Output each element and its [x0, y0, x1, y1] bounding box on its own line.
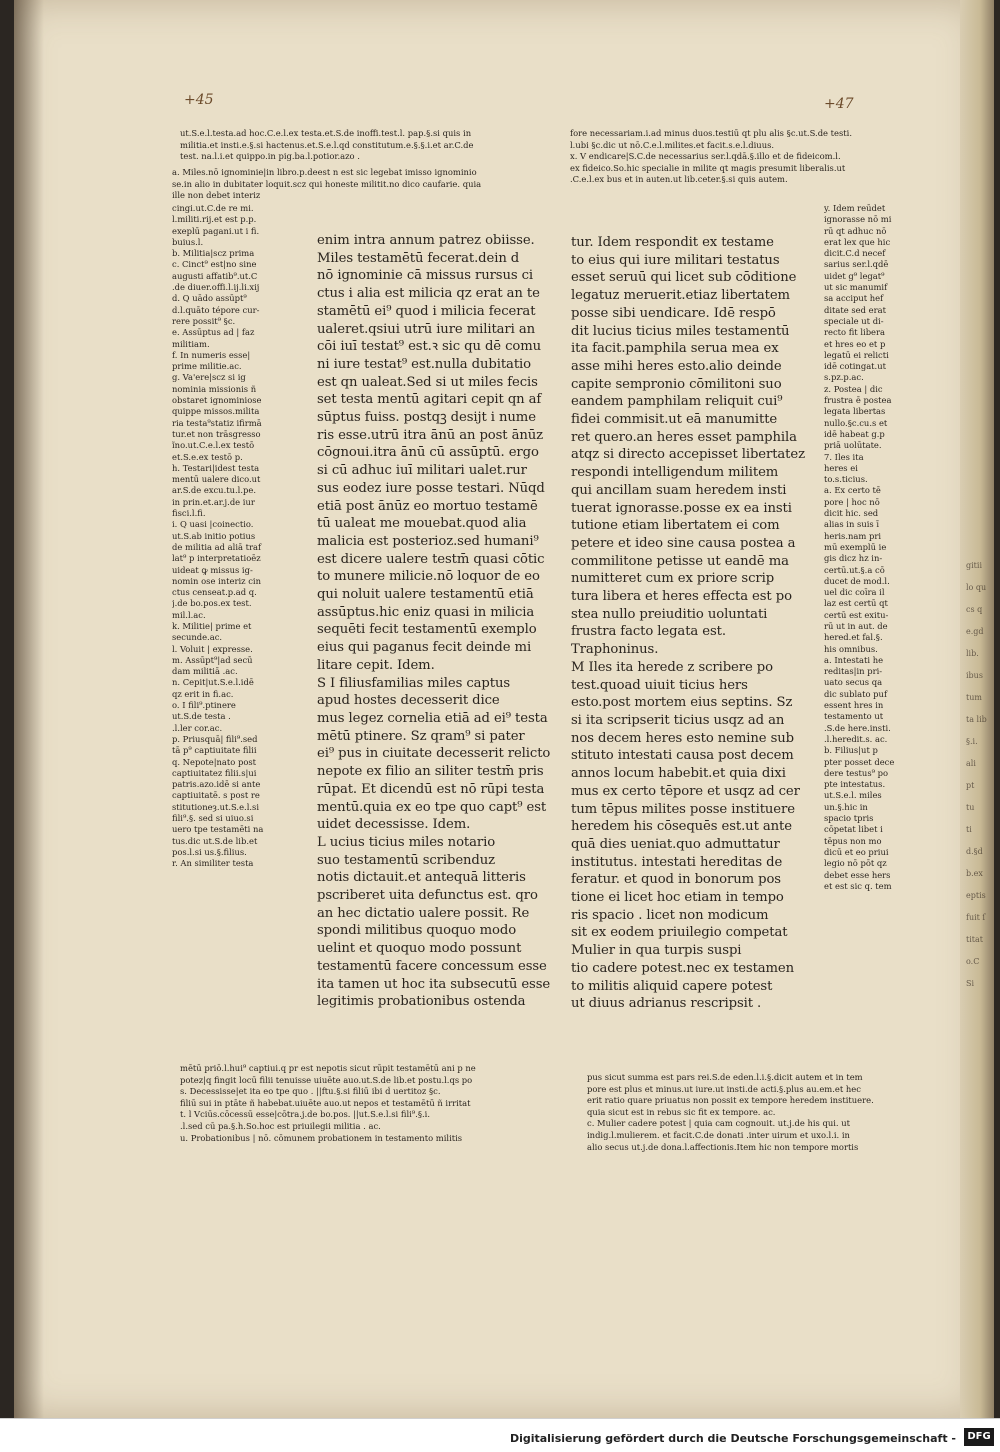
- footer-bar: [0, 1418, 1000, 1452]
- gloss-line: indig.l.mulierem. et facit.C.de donati .inter uirum et uxo.l.i. in: [587, 1129, 850, 1140]
- text-line: uidet decessisse. Idem.: [317, 817, 471, 833]
- gloss-line: tā p⁹ captiuitate filii: [172, 745, 257, 756]
- gloss-line: z. Postea | dic: [824, 383, 883, 394]
- gloss-line: qz erit in fi.ac.: [172, 688, 234, 699]
- text-line: esset seruū qui licet sub cōditione: [571, 270, 797, 286]
- text-line: ita tamen ut hoc ita subsecutū esse: [317, 976, 551, 992]
- gloss-line: to.s.ticius.: [824, 474, 868, 485]
- gloss-line: q. Nepote|nato post: [172, 756, 257, 767]
- text-line: litare cepit. Idem.: [317, 657, 435, 673]
- text-line: capite sempronio cōmilitoni suo: [571, 376, 782, 392]
- text-line: ualeret.qsiui utrū iure militari an: [317, 321, 535, 337]
- gloss-line: .l.heredit.s. ac.: [824, 733, 888, 744]
- gloss-line: fisci.l.fi.: [172, 508, 206, 519]
- text-line: fidei commisit.ut eā manumitte: [571, 412, 778, 428]
- gloss-line: s. Decessisse|et ita eo tpe quo . ||ftu.§.si filiū ibi d̄ uertitoz §c.: [180, 1086, 441, 1097]
- gloss-line: prime militie.ac.: [172, 361, 242, 372]
- gloss-line: nullo.§c.cu.s et: [824, 417, 888, 428]
- text-line: sūptus fuiss. postqꝫ desijt i nume: [317, 410, 536, 426]
- text-line: enim intra annum patrez obiisse.: [317, 233, 535, 248]
- gloss-line: h. Testari|idest testa: [172, 462, 260, 473]
- text-line: notis dictauit.et antequā litteris: [317, 870, 526, 886]
- text-line: quā dies ueniat.quo admuttatur: [571, 836, 780, 852]
- text-line: rūpat. Et dicendū est nō rūpi testa: [317, 781, 545, 797]
- text-line: L ucius ticius miles notario: [317, 834, 496, 850]
- gloss-line: pore est plus et minus.ut iure.ut insti.de acti.§.plus au.em.et hec: [587, 1083, 861, 1094]
- gloss-line: erit ratio quare priuatus non possit ex tempore heredem instituere.: [587, 1095, 874, 1106]
- text-line: respondi intelligendum militem: [571, 465, 779, 481]
- text-line: cōgnoui.itra ānū cū assūptū. ergo: [317, 445, 539, 461]
- text-line: est dicere ualere testm̄ quasi cōtic: [317, 551, 545, 567]
- text-line: Miles testamētū fecerat.dein d: [317, 250, 520, 266]
- text-line: sus eodez iure posse testari. Nūqd: [317, 480, 545, 496]
- text-line: posse sibi uendicare. Idē respō: [571, 305, 776, 321]
- gutter-shadow: [14, 0, 44, 1418]
- text-line: stamētū ei⁹ quod i milicia fecerat: [317, 303, 536, 319]
- gloss-line: speciale ut di-: [824, 315, 884, 326]
- gloss-top-left: [180, 128, 560, 163]
- text-line: test.quoad uiuit ticius hers: [571, 677, 748, 693]
- edge-text-fragment: fuit ſ: [966, 913, 986, 922]
- gloss-line: potez|q fingit locū filii tenuisse uiuēte auo.ut.S.de lib.et postu.l.qs po: [180, 1074, 473, 1085]
- text-line: tura libera et heres effecta est po: [571, 589, 792, 605]
- gloss-line: a. Miles.nō ignominie|in libro.p.deest n est sic legebat imisso ignominio: [172, 167, 477, 177]
- gloss-line: priā uolūtate.: [824, 440, 882, 451]
- gloss-line: cōpetat libet i: [824, 824, 883, 835]
- text-line: mentū.quia ex eo tpe quo capt⁹ est: [317, 799, 547, 815]
- gloss-line: uideat ꝙ missus ig-: [172, 564, 253, 575]
- text-line: malicia est posterioz.sed humani⁹: [317, 533, 539, 549]
- gloss-line: frustra ē postea: [824, 395, 892, 406]
- gloss-line: militiam.: [172, 338, 210, 349]
- gloss-line: et est sic q. tem: [824, 880, 892, 891]
- text-line: to eius qui iure militari testatus: [571, 252, 780, 268]
- text-line: tum tēpus milites posse instituere: [571, 801, 795, 817]
- gloss-line: tur.et non trāsgresso: [172, 428, 261, 439]
- gloss-line: quia sicut est in rebus sic fit ex tempore. ac.: [587, 1106, 776, 1117]
- text-line: atqz si directo accepisset libertatez: [571, 447, 805, 463]
- gloss-line: dicū et eo priui: [824, 846, 889, 857]
- gloss-line: s.pz.p.ac.: [824, 372, 864, 383]
- gloss-line: et.S.e.ex testō p.: [172, 451, 243, 462]
- gloss-line: lat⁹ p interpretatioēz: [172, 553, 261, 564]
- gloss-line: mētū priō.l.hui⁹ captiui.q pr est nepotis sicut rūpit testamētū ani p ne: [180, 1063, 476, 1073]
- gloss-line: ut.S.de testa .: [172, 711, 231, 722]
- gloss-line: uel dic coīra il: [824, 587, 885, 598]
- gloss-line: .l.ler cor.ac.: [172, 722, 223, 733]
- gloss-line: ille non debet interiz: [172, 190, 261, 201]
- edge-text-fragment: gitii: [966, 561, 983, 570]
- gloss-line: c. Mulier cadere potest | quia cam cognouit. ut.j.de his qui. ut: [587, 1118, 850, 1129]
- gloss-line: his omnibus.: [824, 643, 878, 654]
- text-line: ei⁹ pus in ciuitate decesserit relicto: [317, 746, 551, 762]
- folio-number-right: +47: [824, 96, 854, 112]
- edge-text-fragment: d.§d: [966, 847, 983, 856]
- text-line: ut diuus adrianus rescripsit .: [571, 996, 762, 1012]
- gloss-line: exeplū pagani.ut i fi.: [172, 225, 260, 236]
- gloss-line: idē cotingat.ut: [824, 361, 886, 372]
- text-line: numitteret cum ex priore scrip: [571, 571, 775, 587]
- gloss-line: certū.ut.§.a cō: [824, 564, 885, 575]
- text-line: spondi militibus quoquo modo: [317, 923, 517, 939]
- gloss-line: ut.S.e.l.testa.ad hoc.C.e.l.ex testa.et.S.de inoffi.test.l. pap.§.si quis in: [180, 128, 472, 138]
- gloss-line: tēpus non mo: [824, 835, 882, 846]
- text-column-2: [571, 234, 821, 1013]
- gloss-line: testamento ut: [824, 711, 884, 722]
- gloss-line: .l.sed cū pa.§.h.So.hoc est priuilegii militia . ac.: [180, 1120, 381, 1131]
- text-line: stea nullo preiuditio uoluntati: [571, 606, 768, 622]
- gloss-line: rū ut in aut. de: [824, 620, 888, 631]
- gloss-top-right: [570, 128, 940, 186]
- text-line: to munere milicie.nō loquor de eo: [317, 569, 540, 585]
- edge-text-fragment: tu: [966, 803, 975, 812]
- edge-text-fragment: ti: [966, 825, 972, 834]
- text-line: tio cadere potest.nec ex testamen: [571, 960, 795, 976]
- gloss-line: debet esse hers: [824, 869, 891, 880]
- gloss-line: captiuitatē. s post re: [172, 790, 260, 801]
- edge-text-fragment: ta lib: [966, 715, 987, 724]
- text-line: apud hostes decesserit dice: [317, 693, 500, 709]
- text-line: frustra facto legata est.: [571, 624, 726, 640]
- text-line: feratur. et quod in bonorum pos: [571, 872, 781, 888]
- text-line: eandem pamphilam reliquit cui⁹: [571, 394, 783, 410]
- gloss-line: militia.et insti.e.§.si hactenus.et.S.e.l.qd constitutum.e.§.§.i.et ar.C.de: [180, 139, 474, 150]
- gloss-line: erat lex que hic: [824, 236, 891, 247]
- gloss-line: y. Idem reūdet: [824, 203, 886, 213]
- edge-text-fragment: ali: [966, 759, 976, 768]
- gloss-line: alias in suis ī: [824, 519, 880, 530]
- text-line: dit lucius ticius miles testamentū: [571, 323, 790, 339]
- text-line: mus legez cornelia etiā ad ei⁹ testa: [317, 710, 548, 726]
- text-line: si cū adhuc iuī militari ualet.rur: [317, 463, 527, 479]
- text-line: legitimis probationibus ostenda: [317, 994, 526, 1010]
- edge-text-fragment: cs q: [966, 605, 983, 614]
- gloss-right-column: [824, 203, 934, 892]
- gloss-line: pos.l.si us.§.filius.: [172, 846, 247, 857]
- gloss-line: filiū sui in ptāte ñ habebat.uiuēte auo.ut nepos et testamētū ñ irritat: [180, 1097, 471, 1108]
- gloss-line: dic sublato puf: [824, 688, 888, 699]
- text-line: sequēti fecit testamentū exemplo: [317, 622, 537, 638]
- edge-text-fragment: e.gd: [966, 627, 984, 636]
- text-line: S I filiusfamilias miles captus: [317, 675, 510, 691]
- gloss-line: uato secus qa: [824, 677, 883, 688]
- gloss-bottom-right: [587, 1072, 937, 1153]
- edge-text-fragment: lib.: [966, 649, 979, 658]
- text-line: uelint et quoquo modo possunt: [317, 941, 522, 957]
- text-line: mus ex certo tēpore et usqz ad cer: [571, 783, 800, 799]
- gloss-line: ignorasse nō mi: [824, 214, 892, 225]
- gloss-line: cingi.ut.C.de re mi.: [172, 203, 254, 213]
- text-line: petere et ideo sine causa postea a: [571, 535, 796, 551]
- gloss-line: ut.S.ab initio potius: [172, 530, 256, 541]
- text-line: est qn ualeat.Sed si ut miles fecis: [317, 374, 538, 390]
- gloss-line: r. An similiter testa: [172, 858, 254, 869]
- gloss-line: gis dicz hz in-: [824, 553, 883, 564]
- edge-text-fragment: titat: [966, 935, 983, 944]
- gloss-line: spacio tpris: [824, 813, 874, 824]
- gloss-line: legata libertas: [824, 406, 886, 417]
- gloss-line: ducet de mod.l.: [824, 575, 890, 586]
- text-line: tione ei licet hoc etiam in tempo: [571, 890, 784, 906]
- gloss-line: recto fit libera: [824, 327, 886, 338]
- text-line: nō ignominie cā missus rursus ci: [317, 268, 534, 284]
- gloss-line: nomin ose interiz cin: [172, 575, 261, 586]
- gloss-line: pter posset dece: [824, 756, 895, 767]
- text-line: Traphoninus.: [571, 642, 659, 658]
- text-line: suo testamentū scribenduz: [317, 852, 496, 868]
- gloss-line: ar.S.de excu.tu.l.pe.: [172, 485, 256, 496]
- gloss-line: stitutioneȝ.ut.S.e.l.si: [172, 801, 260, 812]
- dfg-logo: DFG: [964, 1428, 994, 1446]
- text-line: ris spacio . licet non modicum: [571, 907, 769, 923]
- gloss-line: x. V endicare|S.C.de necessarius ser.l.qdā.§.illo et de fideicom.l.: [570, 151, 841, 162]
- edge-text-fragment: b.ex: [966, 869, 983, 878]
- gloss-line: essent hres in: [824, 700, 884, 711]
- gloss-line: test. na.l.i.et quippo.in pig.ba.l.potior.azo .: [180, 151, 360, 162]
- gloss-line: dere testus⁹ po: [824, 767, 889, 778]
- gloss-line: hered.et fal.§.: [824, 632, 883, 643]
- text-line: ita facit.pamphila serua mea ex: [571, 341, 779, 357]
- gloss-line: b. Filius|ut p: [824, 745, 878, 756]
- text-line: tutione etiam libertatem ei com: [571, 518, 780, 534]
- gloss-line: sa acciput hef: [824, 293, 884, 304]
- text-line: tuerat ignorasse.posse ex ea insti: [571, 500, 792, 516]
- gloss-line: n. Cepit|ut.S.e.l.idē: [172, 677, 254, 688]
- gloss-line: pus sicut summa est pars rei.S.de eden.l.i.§.dicit autem et in tem: [587, 1072, 863, 1082]
- gloss-line: dam militiā .ac.: [172, 666, 238, 677]
- gloss-line: heres ei: [824, 462, 858, 473]
- text-line: si ita scripserit ticius usqz ad an: [571, 712, 785, 728]
- text-line: to militis aliquid capere potest: [571, 978, 773, 994]
- gloss-line: sarius ser.l.qdē: [824, 259, 889, 270]
- text-line: qui noluit ualere testamentū etiā: [317, 587, 534, 603]
- gloss-line: .C.e.l.ex bus et in auten.ut lib.ceter.§.si quis autem.: [570, 174, 788, 185]
- gloss-line: c. Cinct⁹ est|no sine: [172, 259, 257, 270]
- gloss-line: et hres eo et p: [824, 338, 886, 349]
- gloss-line: laz est certū qt: [824, 598, 888, 609]
- text-line: set testa mentū agitari cepit qn af: [317, 392, 542, 408]
- gloss-line: d. Q uādo assūpt⁹: [172, 293, 247, 304]
- gloss-line: ria testa⁹statiz ifirmā: [172, 417, 262, 428]
- edge-text-fragment: §.i.: [966, 737, 978, 746]
- gloss-line: j.de bo.pos.ex test.: [172, 598, 252, 609]
- gloss-line: dicit hic. sed: [824, 508, 879, 519]
- gloss-top-left-note-a: [172, 167, 552, 202]
- gloss-line: a. Ex certo tē: [824, 485, 881, 496]
- gloss-line: ĩno.ut.C.e.l.ex testō: [172, 440, 255, 451]
- gloss-line: b. Militia|scz prima: [172, 248, 255, 259]
- text-line: legatuz meruerit.etiaz libertatem: [571, 288, 790, 304]
- text-line: asse mihi heres esto.alio deinde: [571, 358, 782, 374]
- gloss-line: k. Militie| prime et: [172, 620, 252, 631]
- gloss-line: un.§.hic in: [824, 801, 868, 812]
- gloss-line: nominia missionis ñ: [172, 383, 257, 394]
- gloss-line: captiuitatez filii.s|ui: [172, 767, 257, 778]
- gloss-line: .de diuer.offi.l.ij.li.xij: [172, 282, 260, 293]
- edge-text-fragment: o.C: [966, 957, 980, 966]
- text-line: nepote ex filio an siliter testm̄ pris: [317, 764, 544, 780]
- gloss-line: m. Assūpt⁹|ad secū: [172, 654, 253, 665]
- gloss-line: u. Probationibus | nō. cōmunem probationem in testamento militis: [180, 1132, 463, 1143]
- gloss-line: i. Q uasi |coinectio.: [172, 519, 254, 530]
- gloss-line: pore | hoc nō: [824, 496, 880, 507]
- gloss-line: tus.dic ut.S.de lib.et: [172, 835, 258, 846]
- gloss-line: secunde.ac.: [172, 632, 223, 643]
- gloss-line: mil.l.ac.: [172, 609, 206, 620]
- text-line: nos decem heres esto nemine sub: [571, 730, 795, 746]
- gloss-line: e. Assūptus ad | faz: [172, 327, 255, 338]
- gloss-line: l.ubi §c.dic ut nō.C.e.l.milites.et facit.s.e.l.diuus.: [570, 139, 775, 150]
- text-line: ni iure testat⁹ est.nulla dubitatio: [317, 356, 531, 372]
- text-column-1: [317, 232, 557, 1011]
- gloss-line: idē habeat g.p: [824, 428, 885, 439]
- gloss-line: o. I fili⁹.ptinere: [172, 700, 236, 711]
- gloss-line: patris.azo.idē si ante: [172, 779, 261, 790]
- gloss-line: mū exemplū ie: [824, 541, 887, 552]
- gloss-line: 7. Iles ita: [824, 451, 864, 462]
- text-line: commilitone petisse ut eandē ma: [571, 553, 789, 569]
- gloss-line: a. Intestati he: [824, 654, 884, 665]
- text-line: testamentū facere concessum esse: [317, 958, 547, 974]
- gloss-line: t. l Vciūs.cōcessū esse|cōtra.j.de bo.pos. ||ut.S.e.l.si fili⁹.§.i.: [180, 1109, 431, 1120]
- text-line: pscriberet uita defunctus est. qro: [317, 888, 538, 904]
- gloss-line: dicit.C.d necef: [824, 248, 886, 259]
- gloss-line: rū qt adhuc nō: [824, 225, 887, 236]
- gloss-line: de militia ad aliā traf: [172, 541, 262, 552]
- text-line: tū ualeat me mouebat.quod alia: [317, 516, 527, 532]
- gloss-line: alio secus ut.j.de dona.l.affectionis.Item hic non tempore mortis: [587, 1141, 859, 1152]
- gloss-line: legatū ei relicti: [824, 349, 889, 360]
- text-line: sit ex eodem priuilegio competat: [571, 925, 788, 941]
- text-line: esto.post mortem eius septins. Sz: [571, 695, 793, 711]
- text-line: ret quero.an heres esset pamphila: [571, 429, 797, 445]
- gloss-line: l.militi.rij.et est p.p.: [172, 214, 257, 225]
- gloss-line: rere possit⁹ §c.: [172, 315, 236, 326]
- text-line: cōi iuī testat⁹ est.ꝛ sic qu dē comu: [317, 339, 542, 355]
- gloss-line: se.in alio in dubitater loquit.scz qui honeste militit.no dico caufarie. quia: [172, 178, 482, 189]
- edge-text-fragment: lo qu: [966, 583, 987, 592]
- gloss-line: f. In numeris esse|: [172, 349, 251, 360]
- gloss-line: ex fideico.So.hic specialie in milite qt magis presumit liberalis.ut: [570, 162, 846, 173]
- edge-text-fragment: eptis: [966, 891, 986, 900]
- gloss-line: ut.S.e.l. miles: [824, 790, 882, 801]
- text-line: M Iles ita herede z scribere po: [571, 659, 773, 675]
- text-line: stituto intestati causa post decem: [571, 748, 794, 764]
- text-line: etiā post ānūz eo mortuo testamē: [317, 498, 538, 514]
- gloss-line: ditate sed erat: [824, 304, 886, 315]
- gloss-line: uidet g⁹ legat⁹: [824, 270, 885, 281]
- gloss-line: in prin.et.ar.j.de iur: [172, 496, 255, 507]
- book-page: [14, 0, 987, 1418]
- gloss-line: fili⁹.§. sed si uiuo.si: [172, 813, 254, 824]
- gloss-line: l. Voluit | expresse.: [172, 643, 253, 654]
- text-line: ctus i alia est milicia qz erat an te: [317, 286, 540, 302]
- gloss-line: g. Va'ere|scz si ig: [172, 372, 246, 383]
- gloss-line: p. Priusquā| fili⁹.sed: [172, 733, 258, 744]
- gloss-line: legio nō pōt qz: [824, 858, 887, 869]
- gloss-line: reditas|in pri-: [824, 666, 883, 677]
- gloss-line: buius.l.: [172, 236, 204, 247]
- text-line: heredem his cōsequēs est.ut ante: [571, 819, 792, 835]
- folio-number-left: +45: [184, 92, 214, 108]
- gloss-line: certū est exitu-: [824, 609, 889, 620]
- edge-text-fragment: Si: [966, 979, 975, 988]
- text-line: an hec dictatio ualere possit. Re: [317, 905, 530, 921]
- gloss-line: mentū ualere dico.ut: [172, 474, 261, 485]
- text-line: ris esse.utrū itra ānū an post ānūz: [317, 427, 544, 443]
- gloss-line: obstaret ignominiose: [172, 395, 262, 406]
- gloss-line: uero tpe testamēti na: [172, 824, 264, 835]
- text-line: qui ancillam suam heredem insti: [571, 482, 787, 498]
- text-line: mētū ptinere. Sz qram⁹ si pater: [317, 728, 525, 744]
- funding-notice: Digitalisierung gefördert durch die Deutsche Forschungsgemeinschaft -: [509, 1432, 956, 1445]
- gloss-line: ut sic manumif: [824, 282, 888, 293]
- edge-text-fragment: ibus: [966, 671, 983, 680]
- text-line: eius qui paganus fecit deinde mi: [317, 640, 532, 656]
- edge-text-fragment: pt: [966, 781, 975, 790]
- gloss-line: heris.nam pri: [824, 530, 882, 541]
- edge-text-fragment: tum: [966, 693, 982, 702]
- gloss-bottom-left: [180, 1063, 560, 1144]
- text-line: assūptus.hic eniz quasi in milicia: [317, 604, 535, 620]
- gloss-line: ctus censeat.p.ad q.: [172, 587, 257, 598]
- next-page-edge: [960, 0, 994, 1418]
- text-line: tur. Idem respondit ex testame: [571, 235, 774, 250]
- gloss-line: quippe missos.milita: [172, 406, 260, 417]
- gloss-line: fore necessariam.i.ad minus duos.testiū qt plu alis §c.ut.S.de testi.: [570, 128, 852, 138]
- gloss-line: pte intestatus.: [824, 779, 886, 790]
- text-line: Mulier in qua turpis suspi: [571, 943, 742, 959]
- gloss-line: d.l.quāto tépore cur-: [172, 304, 260, 315]
- text-line: institutus. intestati hereditas de: [571, 854, 783, 870]
- gloss-left-column: [172, 203, 302, 870]
- gloss-line: .S.de here.insti.: [824, 722, 891, 733]
- gloss-line: augusti affatib⁹.ut.C: [172, 270, 258, 281]
- text-line: annos locum habebit.et quia dixi: [571, 766, 786, 782]
